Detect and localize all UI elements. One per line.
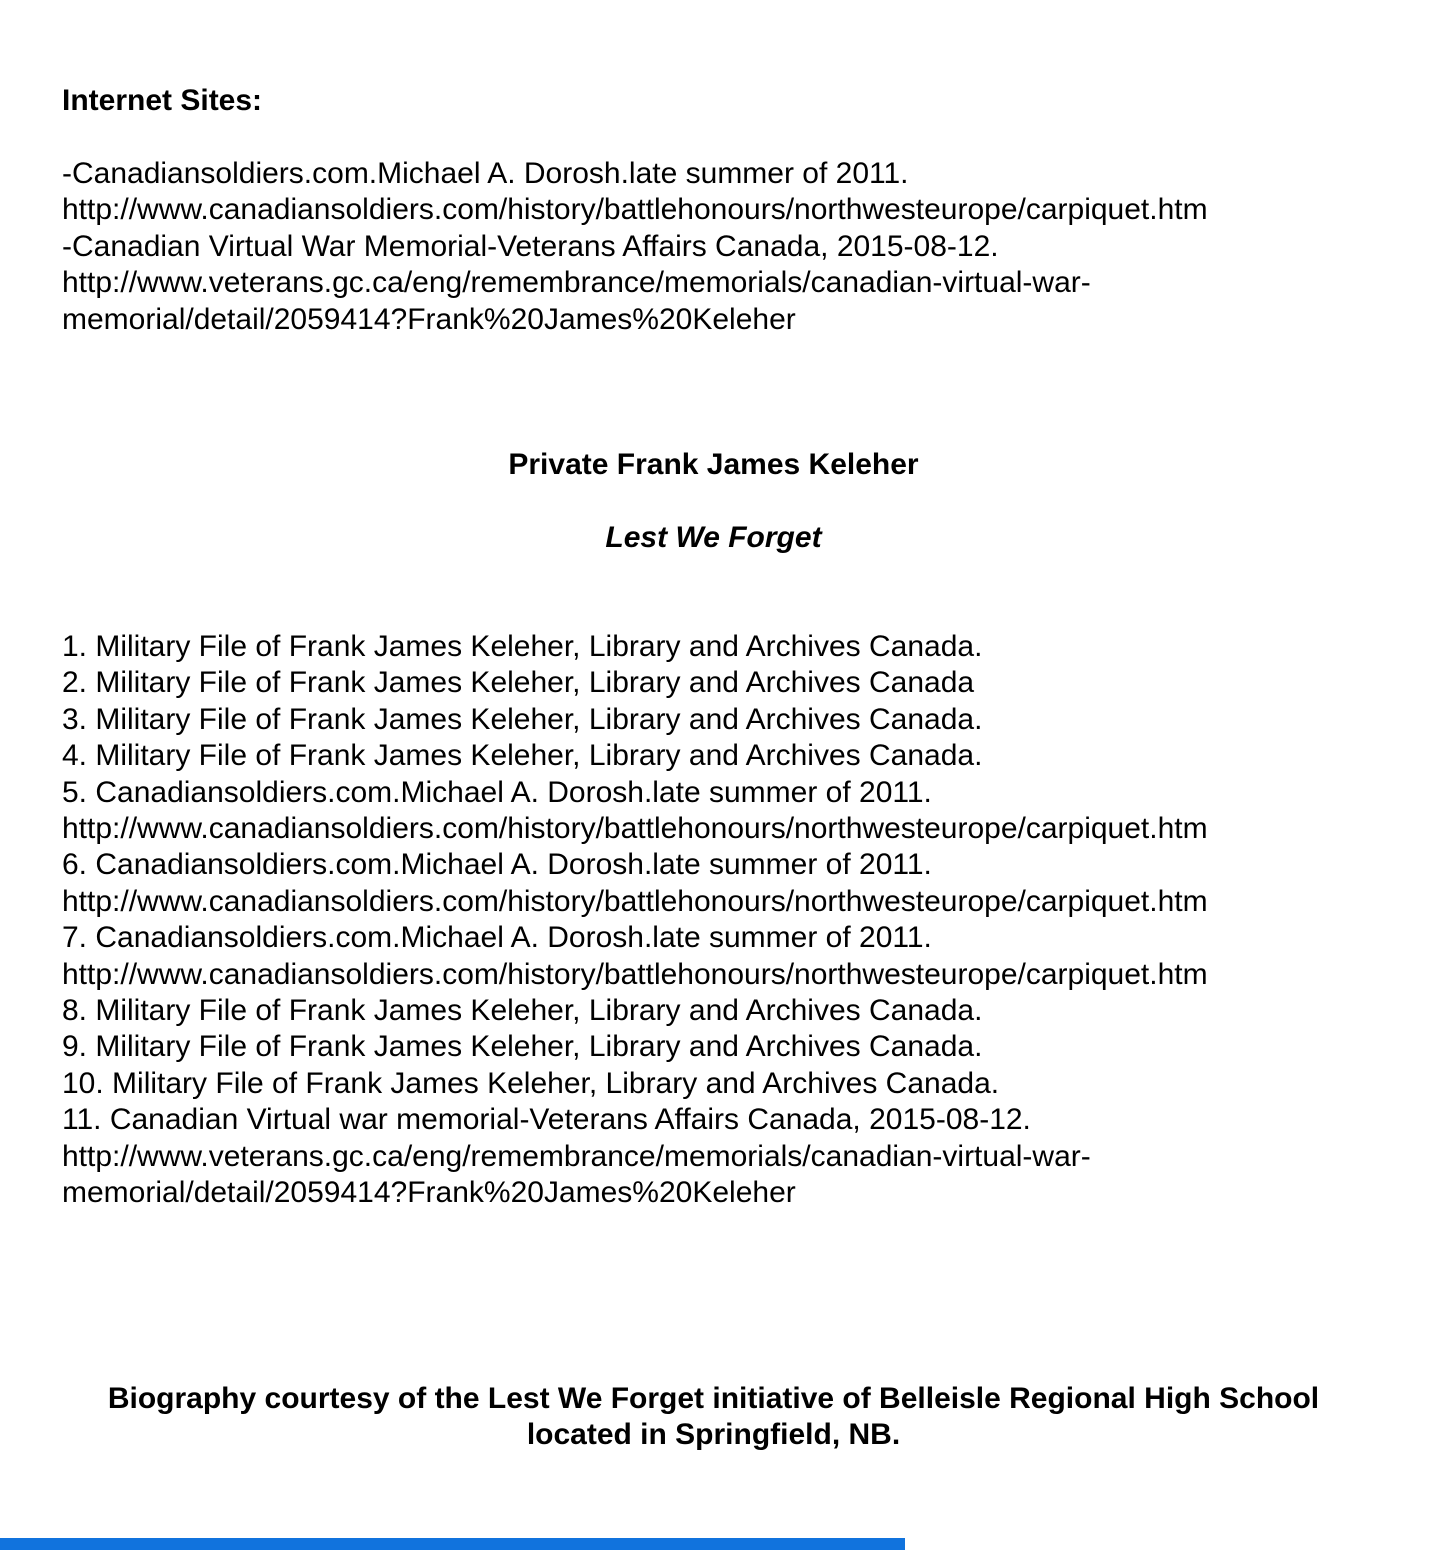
reference-line: 4. Military File of Frank James Keleher, Library and Archives Canada.: [62, 739, 983, 773]
reference-url-line: http://www.canadiansoldiers.com/history/battlehonours/northwesteurope/carpiquet.htm: [62, 812, 1208, 846]
internet-sites-heading: Internet Sites:: [62, 84, 263, 117]
footer-credit-line: located in Springfield, NB.: [526, 1418, 901, 1452]
reference-line: 10. Military File of Frank James Keleher, Library and Archives Canada.: [62, 1066, 1000, 1100]
bottom-accent-bar: [0, 1538, 905, 1550]
internet-sites-list: [62, 156, 1365, 338]
reference-line: 3. Military File of Frank James Keleher, Library and Archives Canada.: [62, 702, 983, 736]
reference-url-line: http://www.veterans.gc.ca/eng/remembrance/memorials/canadian-virtual-war-: [62, 1139, 1091, 1173]
site-reference-line: -Canadiansoldiers.com.Michael A. Dorosh.late summer of 2011.: [62, 157, 909, 190]
reference-line: 9. Military File of Frank James Keleher, Library and Archives Canada.: [62, 1030, 983, 1064]
reference-line: 5. Canadiansoldiers.com.Michael A. Dorosh.late summer of 2011.: [62, 775, 932, 809]
reference-line: 8. Military File of Frank James Keleher, Library and Archives Canada.: [62, 994, 983, 1028]
references-list: [62, 629, 1365, 1212]
footer-credit-line: Biography courtesy of the Lest We Forget initiative of Belleisle Regional High School: [107, 1382, 1320, 1415]
page-title: Private Frank James Keleher: [508, 448, 919, 481]
site-url-line: http://www.veterans.gc.ca/eng/remembrance/memorials/canadian-virtual-war-: [62, 266, 1091, 300]
page-subtitle: Lest We Forget: [605, 521, 822, 554]
reference-url-line: http://www.canadiansoldiers.com/history/battlehonours/northwesteurope/carpiquet.htm: [62, 884, 1208, 918]
reference-line: 6. Canadiansoldiers.com.Michael A. Dorosh.late summer of 2011.: [62, 848, 932, 882]
reference-line: 2. Military File of Frank James Keleher, Library and Archives Canada: [62, 666, 975, 700]
reference-line: 11. Canadian Virtual war memorial-Veterans Affairs Canada, 2015-08-12.: [62, 1103, 1031, 1137]
reference-line: 1. Military File of Frank James Keleher, Library and Archives Canada.: [62, 630, 983, 663]
site-reference-line: -Canadian Virtual War Memorial-Veterans Affairs Canada, 2015-08-12.: [62, 229, 999, 263]
site-url-line: http://www.canadiansoldiers.com/history/battlehonours/northwesteurope/carpiquet.htm: [62, 193, 1208, 227]
reference-line: 7. Canadiansoldiers.com.Michael A. Dorosh.late summer of 2011.: [62, 921, 932, 955]
footer-credit: [62, 1381, 1365, 1454]
reference-url-line: memorial/detail/2059414?Frank%20James%20Keleher: [62, 1176, 796, 1210]
reference-url-line: http://www.canadiansoldiers.com/history/battlehonours/northwesteurope/carpiquet.htm: [62, 957, 1208, 991]
site-url-line: memorial/detail/2059414?Frank%20James%20Keleher: [62, 302, 796, 336]
